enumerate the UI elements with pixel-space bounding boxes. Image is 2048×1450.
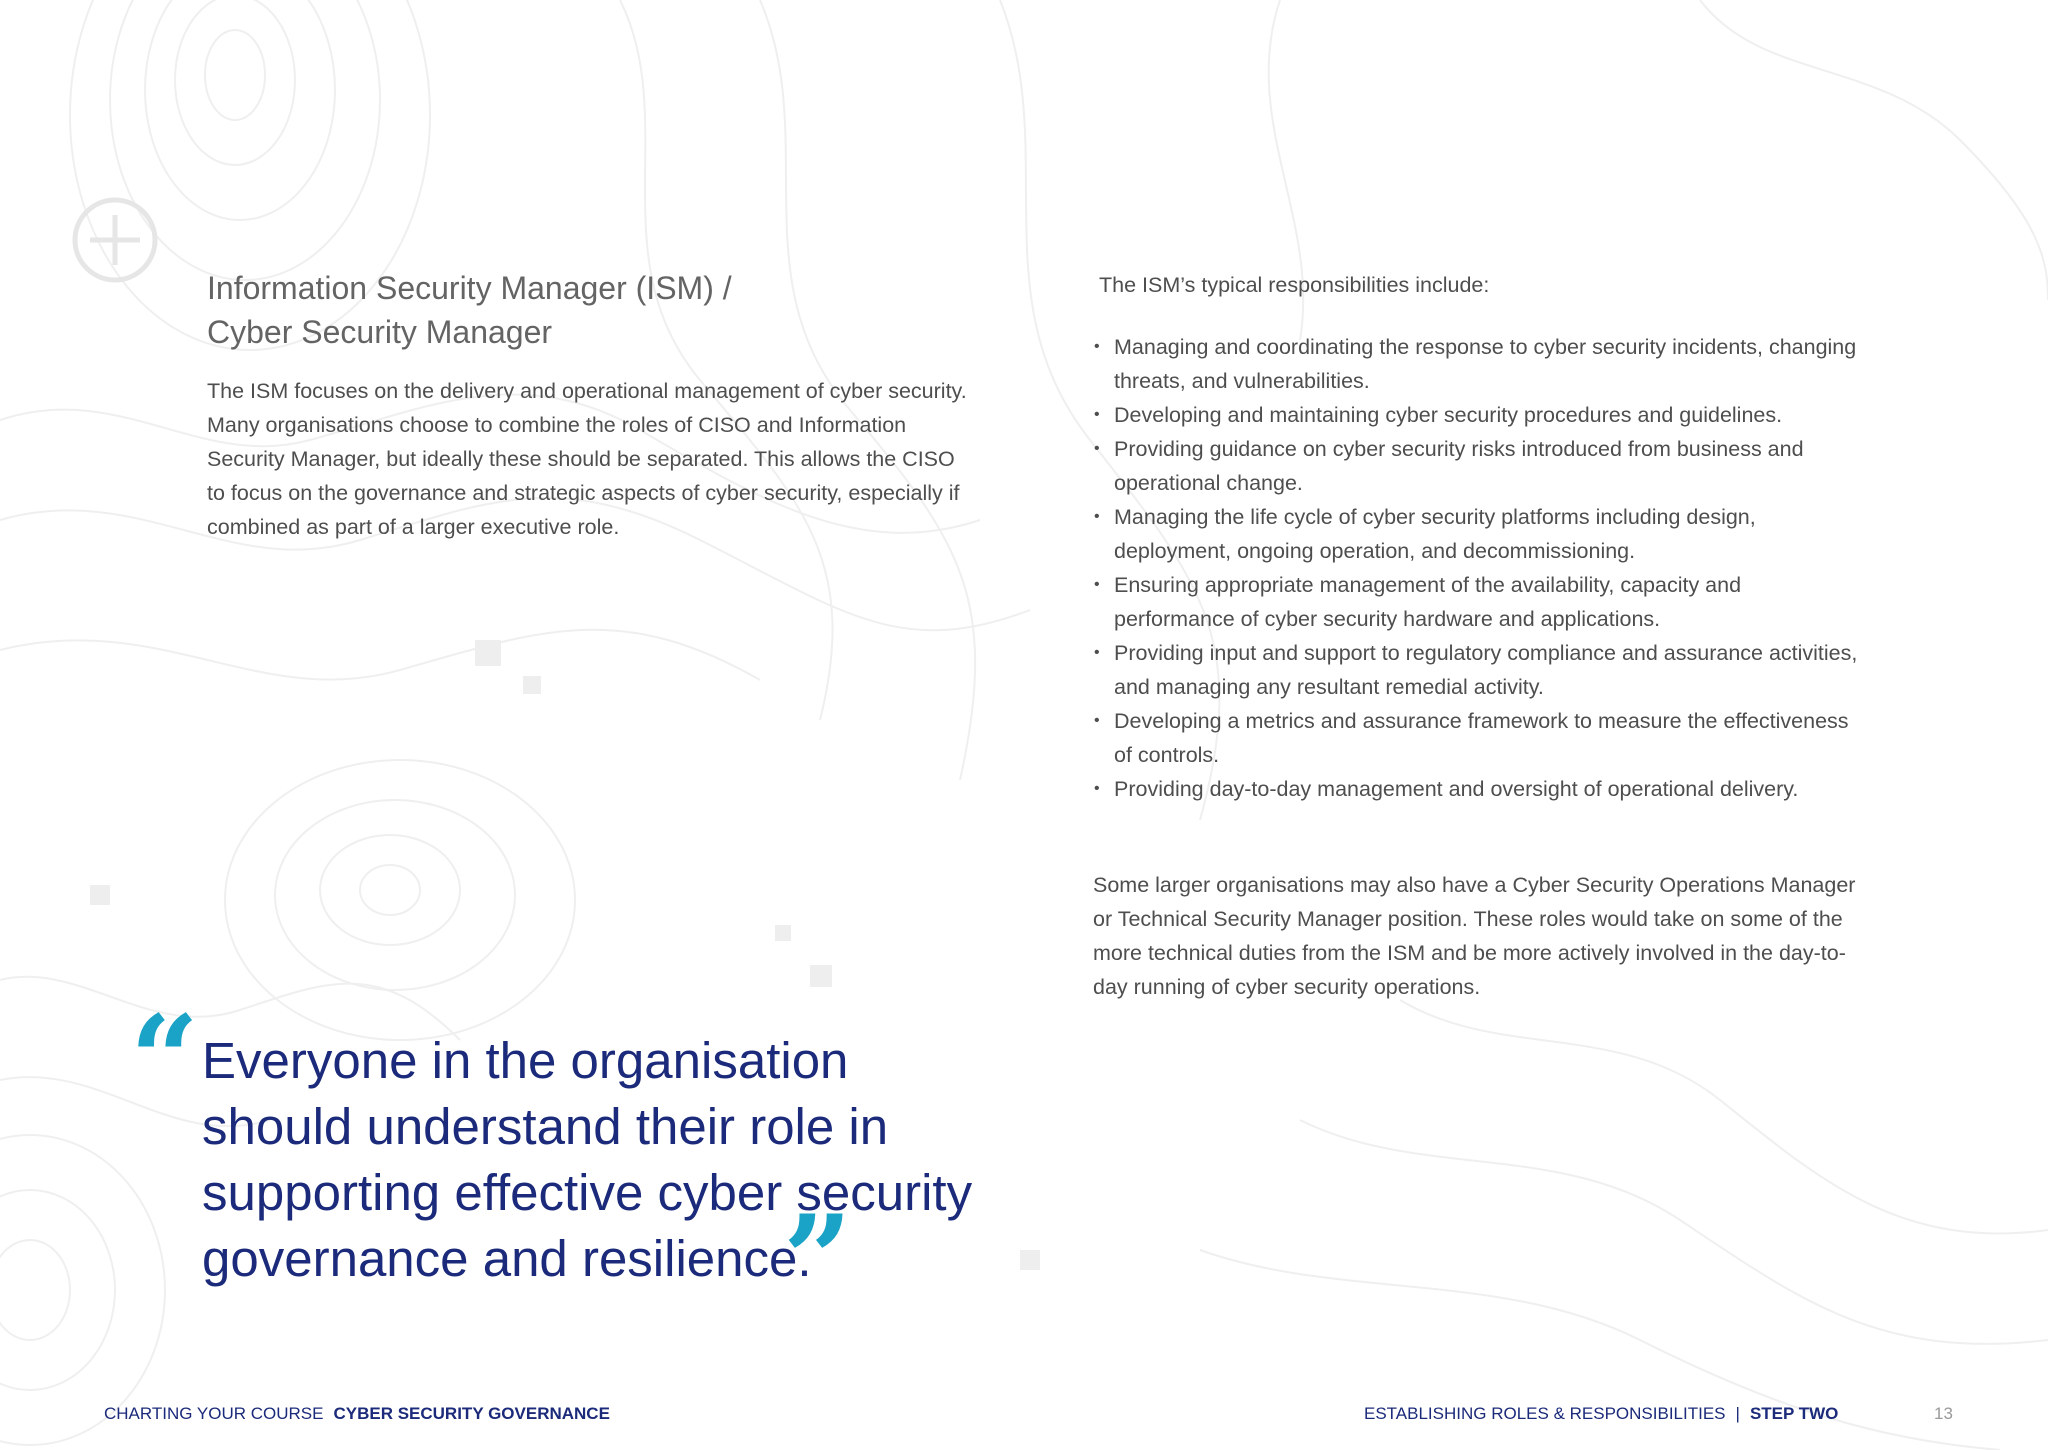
- list-item: [1094, 704, 1864, 772]
- footer-separator: |: [1735, 1404, 1740, 1423]
- pull-quote-line1: Everyone in the organisation: [202, 1032, 849, 1089]
- page-number: 13: [1934, 1404, 1953, 1423]
- list-item: [1094, 398, 1864, 432]
- list-item: [1094, 330, 1864, 398]
- bullet-icon: •: [1094, 508, 1100, 525]
- section-title-line1: Information Security Manager (ISM) /: [207, 270, 732, 306]
- list-item: [1094, 432, 1864, 500]
- section-title-line2: Cyber Security Manager: [207, 314, 553, 350]
- list-item-text: Providing day-to-day management and oversight of operational delivery.: [1114, 777, 1799, 801]
- section-title: [207, 266, 967, 354]
- list-item-text: Providing input and support to regulatory compliance and assurance activities, and managing any resultant remedial activity.: [1114, 641, 1858, 699]
- bullet-icon: •: [1094, 406, 1100, 423]
- bullet-icon: •: [1094, 440, 1100, 457]
- list-item-text: Developing a metrics and assurance framework to measure the effectiveness of controls.: [1114, 709, 1849, 767]
- footer-series-name: CHARTING YOUR COURSE: [104, 1404, 324, 1423]
- bullet-icon: •: [1094, 338, 1100, 355]
- list-item-text: Developing and maintaining cyber security procedures and guidelines.: [1114, 403, 1783, 427]
- bullet-icon: •: [1094, 576, 1100, 593]
- footer-left: [104, 1403, 610, 1425]
- pull-quote-line2: should understand their role in: [202, 1098, 889, 1155]
- responsibilities-list: [1094, 330, 1864, 806]
- list-item: [1094, 636, 1864, 704]
- footer-right: [1364, 1403, 1838, 1425]
- list-item-text: Providing guidance on cyber security risks introduced from business and operational change.: [1114, 437, 1804, 495]
- pull-quote-line3: supporting effective cyber security: [202, 1164, 973, 1221]
- footer-document-title: CYBER SECURITY GOVERNANCE: [333, 1404, 610, 1423]
- footer-step-label: STEP TWO: [1749, 1404, 1839, 1423]
- bullet-icon: •: [1094, 712, 1100, 729]
- list-item-text: Managing the life cycle of cyber security platforms including design, deployment, ongoing operation, and decommissioning.: [1114, 505, 1756, 563]
- closing-paragraph: Some larger organisations may also have a Cyber Security Operations Manager or Technical Security Manager position. These roles would take on some of the more technical duties from the ISM and be more actively involved in the day-to-day running of cyber security operations.: [1093, 873, 1856, 999]
- bullet-icon: •: [1094, 780, 1100, 797]
- open-quote-icon: “: [130, 989, 200, 1130]
- list-item: [1094, 500, 1864, 568]
- pull-quote-line4: governance and resilience.: [202, 1230, 812, 1287]
- section-body-paragraph: The ISM focuses on the delivery and operational management of cyber security. Many organisations choose to combine the roles of CISO and Information Security Manager, but ideally these should be separated. This allows the CISO to focus on the governance and strategic aspects of cyber security, especially if combined as part of a larger executive role.: [207, 379, 967, 539]
- close-quote-icon: ”: [783, 1189, 853, 1330]
- footer-section-name: ESTABLISHING ROLES & RESPONSIBILITIES: [1364, 1404, 1726, 1423]
- list-item-text: Managing and coordinating the response to cyber security incidents, changing threats, and vulnerabilities.: [1114, 335, 1857, 393]
- pull-quote: [120, 989, 1020, 1330]
- pull-quote-text: [202, 1028, 1022, 1292]
- list-item-text: Ensuring appropriate management of the availability, capacity and performance of cyber security hardware and applications.: [1114, 573, 1742, 631]
- bullet-icon: •: [1094, 644, 1100, 661]
- list-item: [1094, 772, 1864, 806]
- list-item: [1094, 568, 1864, 636]
- responsibilities-intro: The ISM’s typical responsibilities include:: [1099, 273, 1490, 297]
